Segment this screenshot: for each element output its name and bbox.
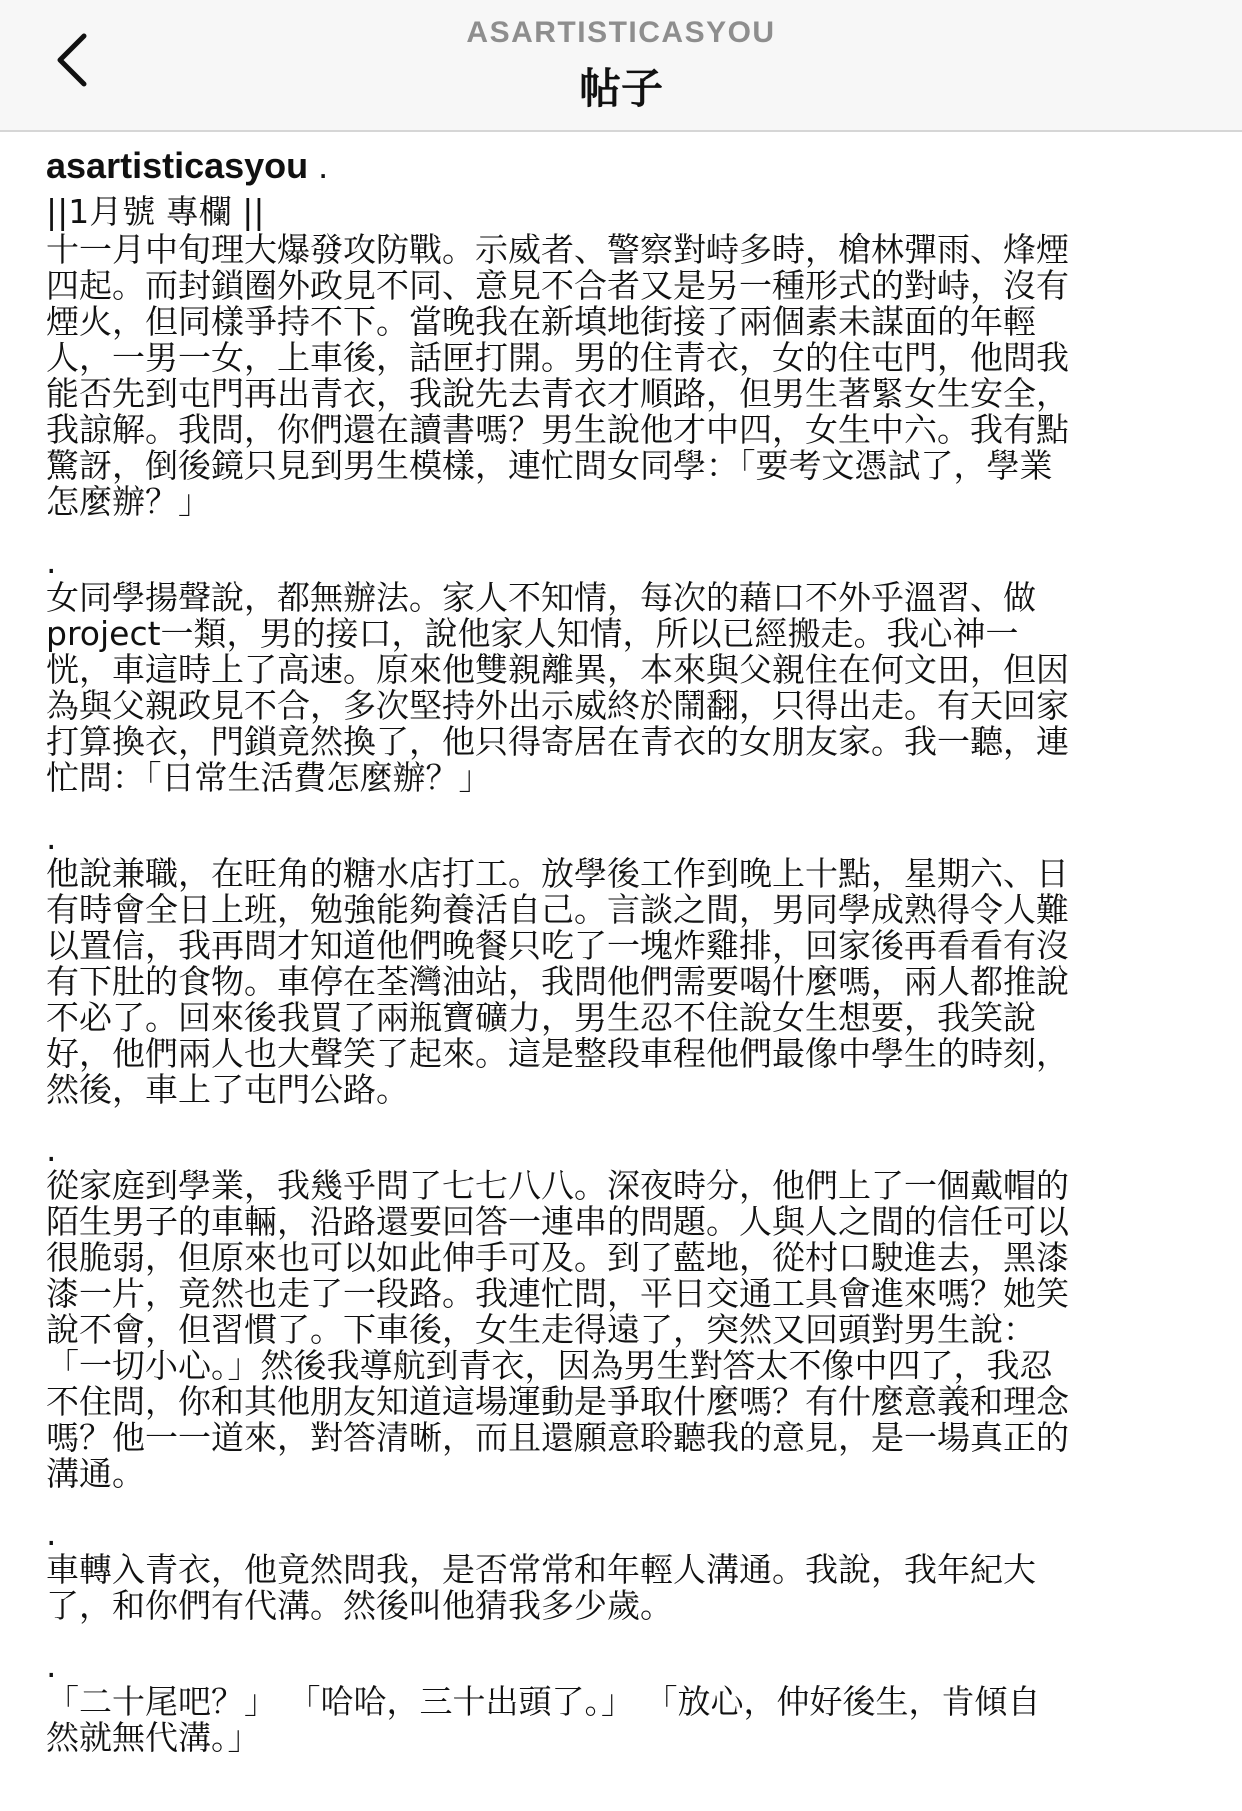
paragraph-separator: . [46,1514,57,1553]
paragraph-separator: . [46,818,57,857]
caption-heading: ||1月號 專欄 || [46,192,265,231]
username-link[interactable]: asartisticasyou [46,145,309,186]
caption-paragraph: 從家庭到學業，我幾乎問了七七八八。深夜時分，他們上了一個戴帽的 陌生男子的車輛，沿路還要回答一連串的問題。人與人之間的信任可以 很脆弱，但原來也可以如此伸手可及。到了藍地，從村口駛進去，黑漆 漆一片，竟然也走了一段路。我連忙問，平日交通工具會進來嗎？她笑 說不會，但習慣了。下車後，女生走得遠了，突然又回頭對男生說： 「一切小心。」然後我導航到青衣，因為男生對答太不像中四了，我忍 不住問，你和其他朋友知道這場運動是爭取什麼嗎？有什麼意義和理念 嗎？他一一道來，對答清晰，而且還願意聆聽我的意見，是一場真正的 溝通。 [46,1166,1069,1493]
caption-paragraph: 「二十尾吧？」 「哈哈，三十出頭了。」 「放心，仲好後生，肯傾自 然就無代溝。」 [46,1682,1041,1757]
paragraph-separator: . [46,1646,57,1685]
page-title: 帖子 [578,64,663,113]
paragraph-separator: . [46,1130,57,1169]
top-nav-bar [0,0,1242,132]
account-handle-heading: ASARTISTICASYOU [466,16,776,49]
caption-author-line [46,140,1196,192]
caption-paragraph: 女同學揚聲說，都無辦法。家人不知情，每次的藉口不外乎溫習、做 project一類，男的接口，說他家人知情，所以已經搬走。我心神一 恍，車這時上了高速。原來他雙親離異，本來與父親住在何文田，但因 為與父親政見不合，多次堅持外出示威終於鬧翻，只得出走。有天回家 打算換衣，門鎖竟然換了，他只得寄居在青衣的女朋友家。我一聽，連 忙問：「日常生活費怎麼辦？」 [46,578,1069,797]
post-caption [46,140,1196,1756]
caption-paragraph: 車轉入青衣，他竟然問我，是否常常和年輕人溝通。我說，我年紀大 了，和你們有代溝。然後叫他猜我多少歲。 [46,1550,1036,1625]
paragraph-separator: . [46,542,57,581]
caption-paragraph: 十一月中旬理大爆發攻防戰。示威者、警察對峙多時，槍林彈雨、烽煙 四起。而封鎖圈外政見不同、意見不合者又是另一種形式的對峙，沒有 煙火，但同樣爭持不下。當晚我在新填地街接了兩個素未謀面的年輕 人，一男一女，上車後，話匣打開。男的住青衣，女的住屯門，他問我 能否先到屯門再出青衣，我說先去青衣才順路，但男生著緊女生安全， 我諒解。我問，你們還在讀書嗎？男生說他才中四，女生中六。我有點 驚訝，倒後鏡只見到男生模樣，連忙問女同學：「要考文憑試了，學業 怎麼辦？」 [46,230,1069,521]
caption-paragraph: 他說兼職，在旺角的糖水店打工。放學後工作到晚上十點，星期六、日 有時會全日上班，勉強能夠養活自己。言談之間，男同學成熟得令人難 以置信，我再問才知道他們晚餐只吃了一塊炸雞排，回家後再看看有沒 有下肚的食物。車停在荃灣油站，我問他們需要喝什麼嗎，兩人都推說 不必了。回來後我買了兩瓶寶礦力，男生忍不住說女生想要，我笑說 好，他們兩人也大聲笑了起來。這是整段車程他們最像中學生的時刻， 然後，車上了屯門公路。 [46,854,1069,1109]
username-suffix: . [308,145,329,186]
